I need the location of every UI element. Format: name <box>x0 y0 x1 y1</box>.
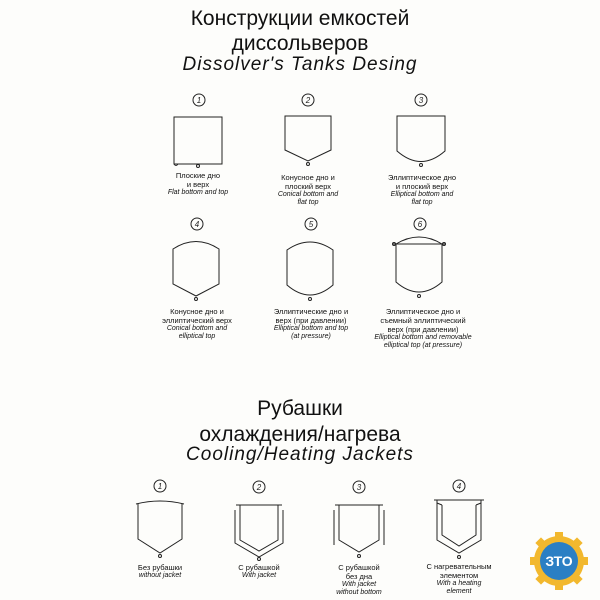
tank-3-label-ru-1: Эллиптическое дно <box>387 173 457 182</box>
jacket-3-label-en-2: without bottom <box>336 589 382 596</box>
tank-5-number: 5 <box>308 220 314 229</box>
tank-3-label-en-2: flat top <box>411 199 433 206</box>
jacket-1-label-en-1: without jacket <box>138 572 182 579</box>
tank-1-label-en-1: Flat bottom and top <box>167 189 229 196</box>
jacket-2-number: 2 <box>256 483 262 492</box>
jacket-4-label-ru-2: элементом <box>439 571 479 580</box>
tank-2-label <box>258 173 358 207</box>
tank-5-number-badge <box>305 218 317 230</box>
jacket-2-label-en-1: With jacket <box>241 572 277 579</box>
jacket-4-label-en-1: With a heating <box>436 580 482 587</box>
tank-2-label-en-1: Conical bottom and <box>277 191 339 198</box>
section1-title-line1: Конструкции емкостей <box>190 7 410 30</box>
jacket-1-number-badge <box>154 480 166 492</box>
section1-subtitle: Dissolver's Tanks Desing <box>182 54 418 75</box>
tank-2-label-en-2: flat top <box>297 199 319 206</box>
jacket-3-label <box>319 563 399 597</box>
tank-2-drawing <box>285 116 331 166</box>
jacket-4-label-ru-1: С нагревательным <box>426 562 492 571</box>
tank-5-drawing <box>287 242 333 301</box>
jacket-3-label-en-1: With jacket <box>341 581 377 588</box>
tank-4-label-ru-2: эллиптический верх <box>162 316 232 325</box>
section2-subtitle: Cooling/Heating Jackets <box>186 444 414 465</box>
jacket-3-label-ru-1: С рубашкой <box>338 563 380 572</box>
tank-5-label-en-1: Elliptical bottom and top <box>273 325 349 332</box>
tank-4-label-ru-1: Конусное дно и <box>170 307 224 316</box>
jacket-4-drawing <box>434 500 484 559</box>
tank-5-label <box>255 307 367 341</box>
tank-1-label <box>148 171 248 197</box>
tank-1-drawing <box>174 117 222 168</box>
tank-3-label-ru-2: и плоский верх <box>395 182 449 191</box>
tank-6-label-ru-3: верх (при давлении) <box>387 325 459 334</box>
jacket-3-drawing <box>334 505 384 558</box>
tank-1-label-ru-1: Плоские дно <box>175 171 221 180</box>
tank-6-label-ru-1: Эллиптическое дно и <box>385 307 461 316</box>
section2-title-line2: охлаждения/нагрева <box>199 423 401 446</box>
tank-5-label-ru-2: верх (при давлении) <box>275 316 347 325</box>
jacket-4-number-badge <box>453 480 465 492</box>
tank-4-label-en-1: Conical bottom and <box>166 325 228 332</box>
tank-4-drawing <box>173 242 219 301</box>
tank-2-number-badge <box>302 94 314 106</box>
jacket-4-label-en-2: element <box>446 588 472 595</box>
jacket-1-drawing <box>136 501 184 558</box>
tank-3-label-en-1: Elliptical bottom and <box>390 191 454 198</box>
tank-6-number: 6 <box>417 220 423 229</box>
tank-1-label-ru-2: и верх <box>186 180 210 189</box>
section2-title-line1: Рубашки <box>257 397 343 420</box>
tank-3-number-badge <box>415 94 427 106</box>
tank-4-label-en-2: elliptical top <box>178 333 216 340</box>
tank-4-number: 4 <box>194 220 200 229</box>
tank-6-label <box>362 307 484 350</box>
tank-1-number: 1 <box>196 96 202 105</box>
company-logo <box>528 530 590 592</box>
jacket-2-label <box>219 563 299 580</box>
jacket-3-label-ru-2: без дна <box>345 572 373 581</box>
jacket-2-drawing <box>235 505 283 561</box>
jacket-1-number: 1 <box>157 482 163 491</box>
jacket-1-label-ru-1: Без рубашки <box>137 563 183 572</box>
tank-6-number-badge <box>414 218 426 230</box>
tank-2-number: 2 <box>305 96 311 105</box>
tank-6-label-en-1: Elliptical bottom and removable <box>374 334 472 341</box>
jacket-2-number-badge <box>253 481 265 493</box>
tank-6-drawing <box>393 237 446 298</box>
tank-3-number: 3 <box>418 96 424 105</box>
jacket-2-label-ru-1: С рубашкой <box>238 563 280 572</box>
tank-4-number-badge <box>191 218 203 230</box>
jacket-4-number: 4 <box>456 482 462 491</box>
tank-5-label-ru-1: Эллиптические дно и <box>273 307 349 316</box>
tank-4-label <box>144 307 250 341</box>
jacket-3-number: 3 <box>356 483 362 492</box>
tank-5-label-en-2: (at pressure) <box>291 333 331 340</box>
tank-3-drawing <box>397 116 445 167</box>
tank-1-number-badge <box>193 94 205 106</box>
section1-title-line2: диссольверов <box>231 32 369 55</box>
tank-2-label-ru-2: плоский верх <box>284 182 332 191</box>
tank-6-label-ru-2: съемный эллиптический <box>380 316 466 325</box>
tank-2-label-ru-1: Конусное дно и <box>281 173 335 182</box>
jacket-1-label <box>120 563 200 580</box>
jacket-3-number-badge <box>353 481 365 493</box>
logo-text: ЗТО <box>545 553 573 569</box>
tank-3-label <box>370 173 474 207</box>
jacket-4-label <box>414 562 504 596</box>
tank-6-label-en-2: elliptical top (at pressure) <box>383 342 463 349</box>
